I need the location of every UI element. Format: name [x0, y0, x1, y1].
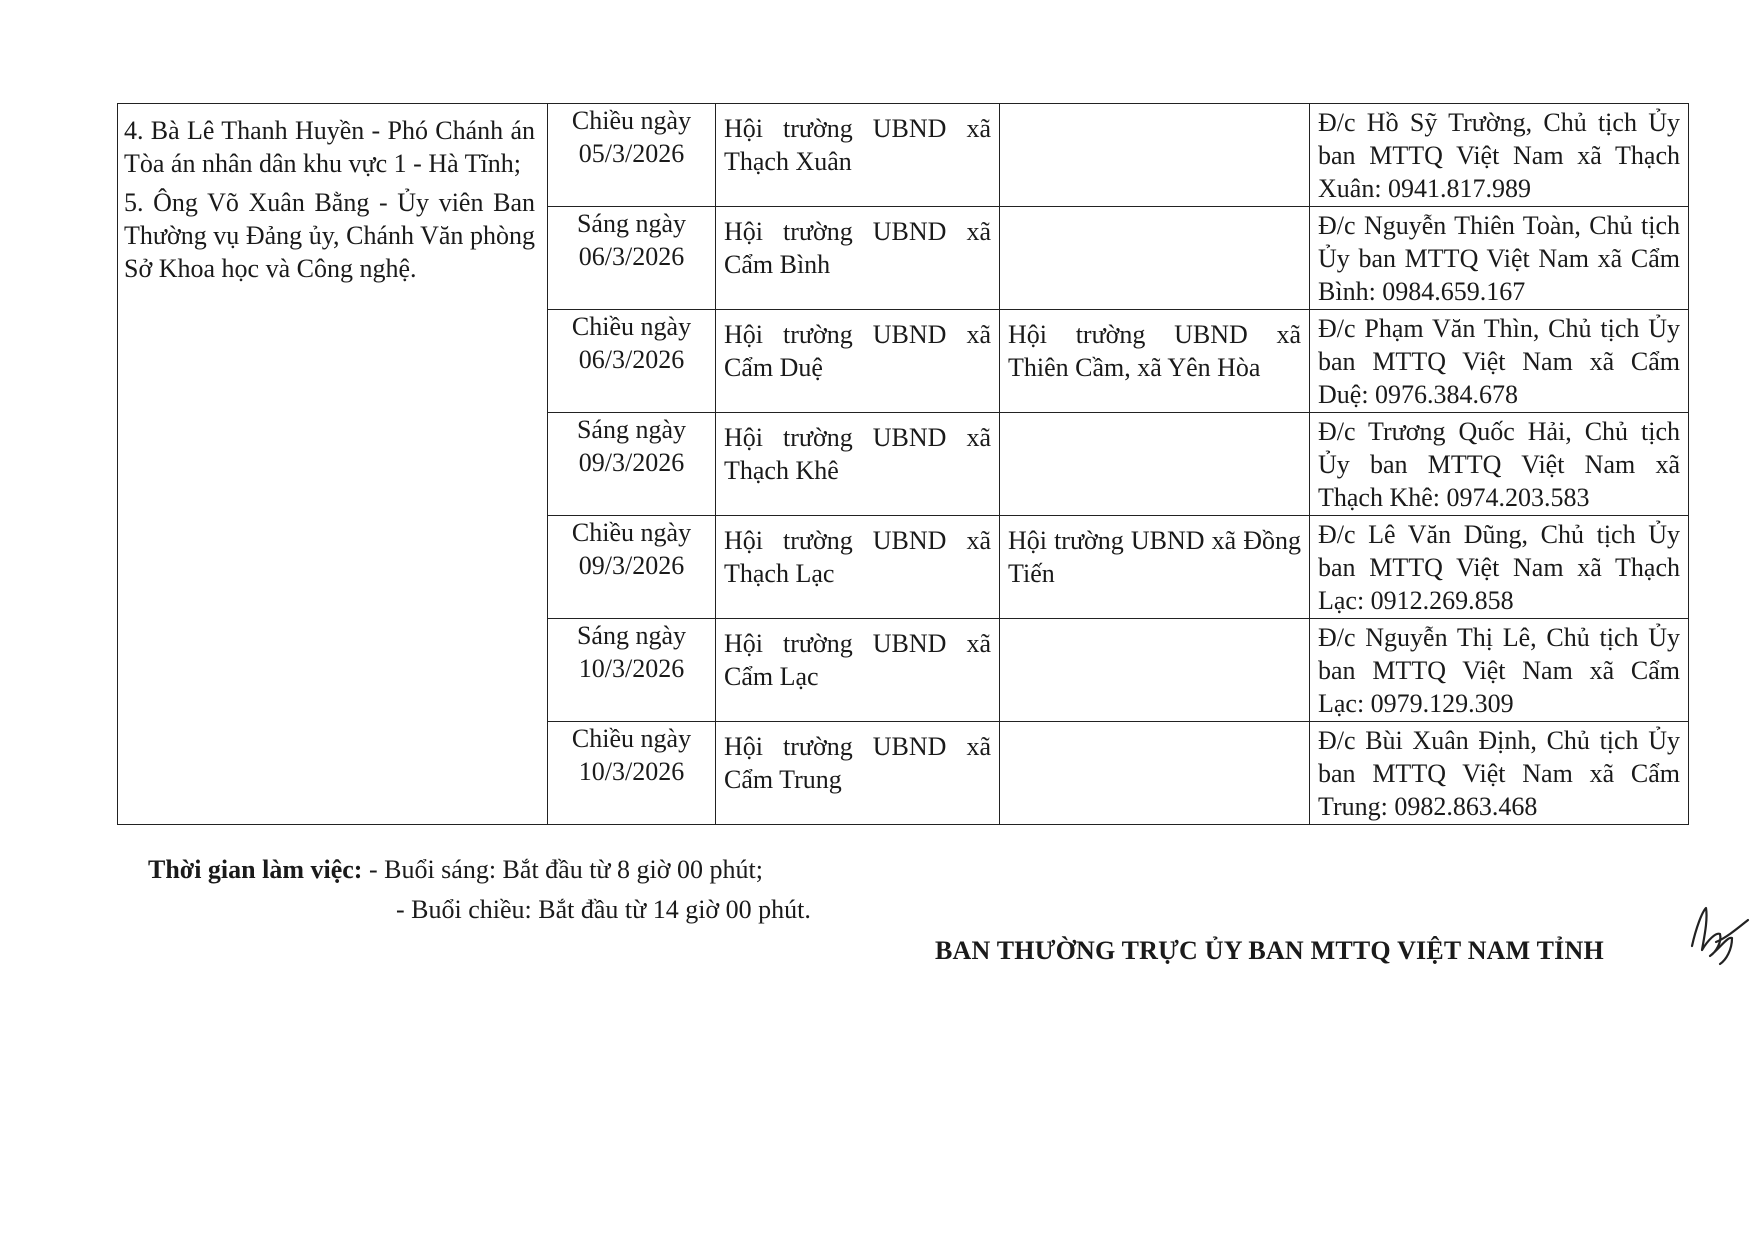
- venue-cell: Hội trường UBND xã Cẩm Duệ: [716, 310, 1000, 413]
- venue-cell: Hội trường UBND xã Thạch Khê: [716, 413, 1000, 516]
- members-cell: [118, 104, 548, 825]
- working-hours-label: Thời gian làm việc:: [148, 855, 363, 884]
- member-item: 5. Ông Võ Xuân Bằng - Ủy viên Ban Thường vụ Đảng ủy, Chánh Văn phòng Sở Khoa học và Công nghệ.: [124, 188, 535, 283]
- joint-venue-cell: Hội trường UBND xã Thiên Cầm, xã Yên Hòa: [1000, 310, 1310, 413]
- contact-cell: Đ/c Bùi Xuân Định, Chủ tịch Ủy ban MTTQ Việt Nam xã Cẩm Trung: 0982.863.468: [1310, 722, 1689, 825]
- working-hours-morning: [148, 850, 811, 890]
- afternoon-time: - Buổi chiều: Bắt đầu từ 14 giờ 00 phút.: [396, 895, 811, 924]
- contact-cell: Đ/c Nguyễn Thị Lê, Chủ tịch Ủy ban MTTQ Việt Nam xã Cẩm Lạc: 0979.129.309: [1310, 619, 1689, 722]
- contact-cell: Đ/c Nguyễn Thiên Toàn, Chủ tịch Ủy ban MTTQ Việt Nam xã Cẩm Bình: 0984.659.167: [1310, 207, 1689, 310]
- signature-mark: [1686, 898, 1750, 968]
- table-row: [118, 104, 1689, 207]
- joint-venue-cell: [1000, 413, 1310, 516]
- joint-venue-cell: [1000, 207, 1310, 310]
- contact-cell: Đ/c Lê Văn Dũng, Chủ tịch Ủy ban MTTQ Việt Nam xã Thạch Lạc: 0912.269.858: [1310, 516, 1689, 619]
- venue-cell: Hội trường UBND xã Thạch Lạc: [716, 516, 1000, 619]
- time-cell: Chiều ngày 09/3/2026: [548, 516, 716, 619]
- joint-venue-cell: [1000, 104, 1310, 207]
- time-cell: Sáng ngày 06/3/2026: [548, 207, 716, 310]
- time-cell: Chiều ngày 06/3/2026: [548, 310, 716, 413]
- time-cell: Sáng ngày 09/3/2026: [548, 413, 716, 516]
- joint-venue-cell: [1000, 722, 1310, 825]
- venue-cell: Hội trường UBND xã Cẩm Bình: [716, 207, 1000, 310]
- working-hours-note: [148, 850, 811, 930]
- venue-cell: Hội trường UBND xã Cẩm Lạc: [716, 619, 1000, 722]
- joint-venue-cell: Hội trường UBND xã Đồng Tiến: [1000, 516, 1310, 619]
- morning-time: - Buổi sáng: Bắt đầu từ 8 giờ 00 phút;: [362, 855, 763, 884]
- time-cell: Chiều ngày 05/3/2026: [548, 104, 716, 207]
- venue-cell: Hội trường UBND xã Cẩm Trung: [716, 722, 1000, 825]
- joint-venue-cell: [1000, 619, 1310, 722]
- time-cell: Sáng ngày 10/3/2026: [548, 619, 716, 722]
- signer-title: BAN THƯỜNG TRỰC ỦY BAN MTTQ VIỆT NAM TỈNH: [935, 936, 1604, 965]
- contact-cell: Đ/c Trương Quốc Hải, Chủ tịch Ủy ban MTTQ Việt Nam xã Thạch Khê: 0974.203.583: [1310, 413, 1689, 516]
- venue-cell: Hội trường UBND xã Thạch Xuân: [716, 104, 1000, 207]
- contact-cell: Đ/c Phạm Văn Thìn, Chủ tịch Ủy ban MTTQ Việt Nam xã Cẩm Duệ: 0976.384.678: [1310, 310, 1689, 413]
- member-item: 4. Bà Lê Thanh Huyền - Phó Chánh án Tòa án nhân dân khu vực 1 - Hà Tĩnh;: [124, 116, 535, 178]
- time-cell: Chiều ngày 10/3/2026: [548, 722, 716, 825]
- schedule-table: [117, 103, 1689, 825]
- contact-cell: Đ/c Hồ Sỹ Trường, Chủ tịch Ủy ban MTTQ Việt Nam xã Thạch Xuân: 0941.817.989: [1310, 104, 1689, 207]
